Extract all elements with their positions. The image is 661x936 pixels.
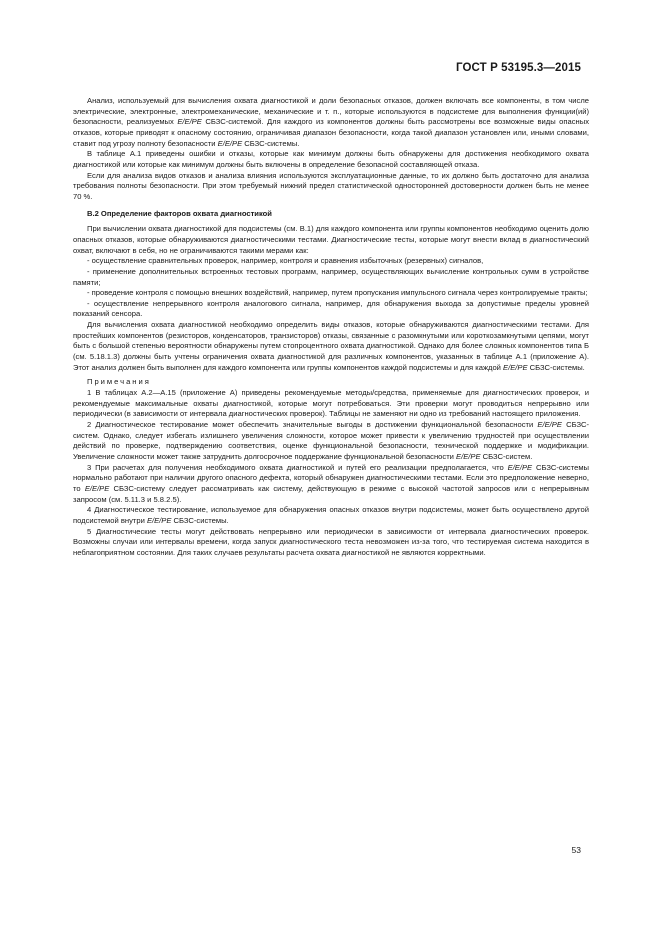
- paragraph: В таблице А.1 приведены ошибки и отказы, которые как минимум должны быть обнаружены для достижения необходимого охвата диагностикой или которые как минимум должны быть включены в определение безопасной составляющей отказа.: [73, 149, 589, 169]
- section-heading: В.2 Определение факторов охвата диагностикой: [87, 208, 272, 218]
- list-item: - осуществление непрерывного контроля аналогового сигнала, например, для обнаружения выхода за допустимые пределы уровней показаний сенсора.: [73, 298, 589, 319]
- list-item: - осуществление сравнительных проверок, например, контроля и сравнения избыточных (резервных) сигналов,: [87, 256, 484, 266]
- note-item: 2 Диагностическое тестирование может обеспечить значительные выгоды в достижении функциональной безопасности E/E/PE СБЗС-систем. Однако, следует избегать излишнего увеличения сложности, которое может привести к увеличению трудностей при осуществлении действий по проверке, подтверждению соответствия, оценке функциональной безопасности, технической поддержке и модификации. Увеличение сложности может также затруднить долгосрочное поддержание функциональной безопасности E/E/PE СБЗС-систем.: [73, 420, 589, 461]
- paragraph: Если для анализа видов отказов и анализа влияния используются эксплуатационные данные, то их должно быть достаточно для анализа требования полноты безопасности. При этом требуемый нижний предел статистической односторонней достоверности должен быть не менее 70 %.: [73, 170, 589, 201]
- standard-number: ГОСТ Р 53195.3—2015: [456, 62, 581, 74]
- notes-block: [73, 377, 589, 558]
- paragraph: Для вычисления охвата диагностикой необходимо определить виды отказов, которые обнаруживаются диагностическими тестами. Для простейших компонентов (резисторов, конденсаторов, транзисторов) отказы, связанные с разомкнутыми или короткозамкнутыми цепями, могут быть с большой степенью вероятности обнаружены путем стопроцентного охвата диагностикой. Однако для более сложных компонентов типа Б (см. 5.18.1.3) должны быть учтены ограничения охвата диагностикой для различных компонентов, указанных в таблице А.1 (приложение А). Этот анализ должен быть выполнен для каждого компонента или группы компонентов каждой подсистемы и для каждой E/E/PE СБЗС-системы.: [73, 320, 589, 372]
- note-item: 5 Диагностические тесты могут действовать непрерывно или периодически в зависимости от интервала диагностических проверок. Возможны случаи или интервалы времени, когда запуск диагностического теста невозможен из-за того, что тестируемая система находится в неблагоприятном состоянии. Для таких случаев результаты расчета охвата диагностикой не являются корректными.: [73, 526, 589, 557]
- paragraph: Анализ, используемый для вычисления охвата диагностикой и доли безопасных отказов, должен включать все компоненты, в том числе электрические, электронные, электромеханические, механические и т. п., которые используются в подсистеме для выполнения функции(ий) безопасности, реализуемых E/E/PE СБЗС-системой. Для каждого из компонентов должны быть рассмотрены все возможные виды опасных отказов, которые приводят к опасному состоянию, ограничивая диапазон безопасности, когда такой диапазон установлен или, иными словами, ставит под угрозу полноту безопасности E/E/PE СБЗС-системы.: [73, 96, 589, 148]
- page-content: [73, 96, 589, 559]
- list-item: - проведение контроля с помощью внешних воздействий, например, путем пропускания импульсного сигнала через контролируемые тракты;: [87, 288, 588, 298]
- page-number: 53: [571, 845, 581, 855]
- note-item: 3 При расчетах для получения необходимого охвата диагностикой и путей его реализации предполагается, что E/E/PE СБЗС-системы нормально работают при наличии другого опасного дефекта, который обнаружен диагностическими тестами. Если это предположение неверно, то E/E/PE СБЗС-систему следует рассматривать как систему, действующую в режиме с высокой частотой запросов или с непрерывным запросом (см. 5.11.3 и 5.8.2.5).: [73, 462, 590, 504]
- note-item: 4 Диагностическое тестирование, используемое для обнаружения опасных отказов внутри подсистемы, может быть осуществлено другой подсистемой внутри E/E/PE СБЗС-системы.: [73, 505, 589, 525]
- note-item: 1 В таблицах А.2—А.15 (приложение А) приведены рекомендуемые методы/средства, применяемые для диагностических проверок, и рекомендуемые максимальные охваты диагностикой, которые могут потребоваться. Эти проверки могут проводиться непрерывно или периодически (в зависимости от интервала диагностических проверок). Таблицы не заменяют ни одно из требований настоящего приложения.: [73, 388, 589, 419]
- list-item: - применение дополнительных встроенных тестовых программ, например, осуществляющих вычисление контрольных сумм в устройстве памяти;: [73, 266, 589, 287]
- paragraph: При вычислении охвата диагностикой для подсистемы (см. В.1) для каждого компонента или группы компонентов необходимо оценить долю опасных отказов, которые обнаруживаются диагностическими тестами. Диагностические тесты, которые могут внести вклад в диагностический охват, включают в себя, но не ограничиваются такими мерами как:: [73, 224, 589, 255]
- notes-title: Примечания: [87, 377, 151, 387]
